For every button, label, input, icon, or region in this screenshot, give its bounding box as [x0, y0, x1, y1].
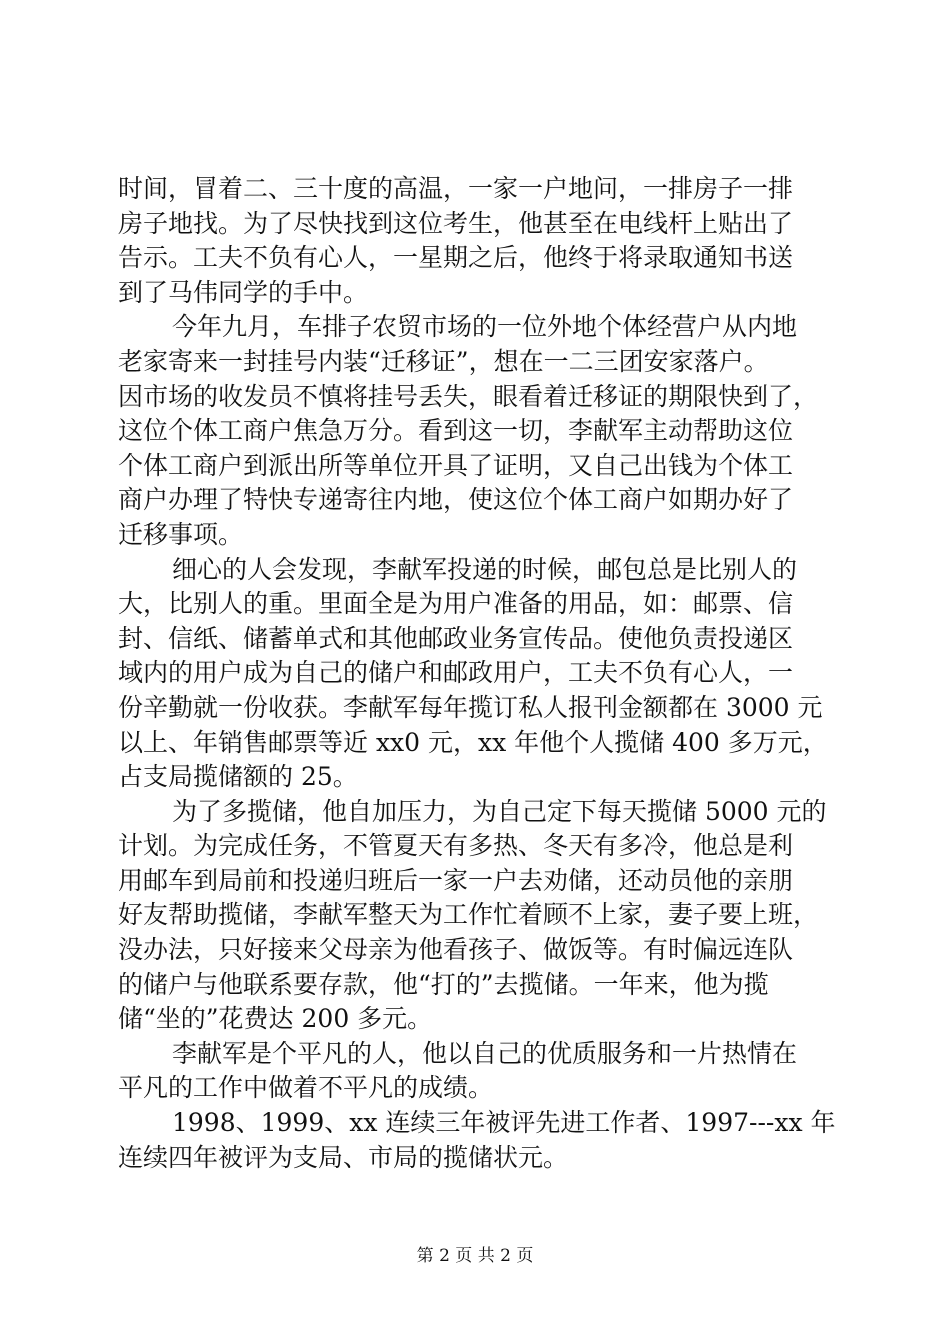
text-line: 计划。为完成任务，不管夏天有多热、冬天有多冷，他总是利: [118, 831, 794, 861]
text-line: 房子地找。为了尽快找到这位考生，他甚至在电线杆上贴出了: [118, 208, 794, 238]
text-line: 因市场的收发员不慎将挂号丢失，眼看着迁移证的期限快到了，: [118, 381, 819, 411]
text-line: 个体工商户到派出所等单位开具了证明，又自己出钱为个体工: [118, 450, 794, 480]
paragraph-start-line: 细心的人会发现，李献军投递的时候，邮包总是比别人的: [172, 554, 798, 584]
text-line: 好友帮助揽储，李献军整天为工作忙着顾不上家，妻子要上班，: [118, 900, 819, 930]
text-line: 大，比别人的重。里面全是为用户准备的用品，如：邮票、信: [118, 589, 794, 619]
page-number-label: 第 2 页 共 2 页: [416, 1246, 534, 1266]
text-line: 的储户与他联系要存款，他“打的”去揽储。一年来，他为揽: [118, 969, 769, 999]
text-line: 封、信纸、储蓄单式和其他邮政业务宣传品。使他负责投递区: [118, 623, 794, 653]
paragraph-start-line: 李献军是个平凡的人，他以自己的优质服务和一片热情在: [172, 1038, 798, 1068]
text-line: 这位个体工商户焦急万分。看到这一切，李献军主动帮助这位: [118, 416, 794, 446]
text-line: 到了马伟同学的手中。: [118, 277, 369, 307]
text-line: 用邮车到局前和投递归班后一家一户去劝储，还动员他的亲朋: [118, 865, 794, 895]
text-line: 以上、年销售邮票等近 xx0 元，xx 年他个人揽储 400 多万元，: [118, 727, 828, 757]
paragraph-start-line: 今年九月，车排子农贸市场的一位外地个体经营户从内地: [172, 312, 798, 342]
paragraph-start-line: 1998、1999、xx 连续三年被评先进工作者、1997---xx 年: [172, 1108, 836, 1138]
text-line: 份辛勤就一份收获。李献军每年揽订私人报刊金额都在 3000 元: [118, 692, 823, 722]
paragraph-start-line: 为了多揽储，他自加压力，为自己定下每天揽储 5000 元的: [172, 796, 827, 826]
text-line: 商户办理了特快专递寄往内地，使这位个体工商户如期办好了: [118, 485, 794, 515]
document-body: [118, 172, 838, 1175]
text-line: 告示。工夫不负有心人，一星期之后，他终于将录取通知书送: [118, 243, 794, 273]
page-footer: [0, 1245, 950, 1267]
text-line: 占支局揽储额的 25。: [118, 762, 358, 792]
text-line: 老家寄来一封挂号内装“迁移证”，想在一二三团安家落户。: [118, 346, 769, 376]
text-line: 时间，冒着二、三十度的高温，一家一户地问，一排房子一排: [118, 174, 794, 203]
text-line: 域内的用户成为自己的储户和邮政用户，工夫不负有心人，一: [118, 658, 794, 688]
text-line: 平凡的工作中做着不平凡的成绩。: [118, 1073, 494, 1103]
text-line: 迁移事项。: [118, 519, 244, 549]
text-line: 储“坐的”花费达 200 多元。: [118, 1004, 433, 1034]
text-line: 连续四年被评为支局、市局的揽储状元。: [118, 1142, 569, 1172]
text-line: 没办法，只好接来父母亲为他看孩子、做饭等。有时偏远连队: [118, 935, 794, 965]
